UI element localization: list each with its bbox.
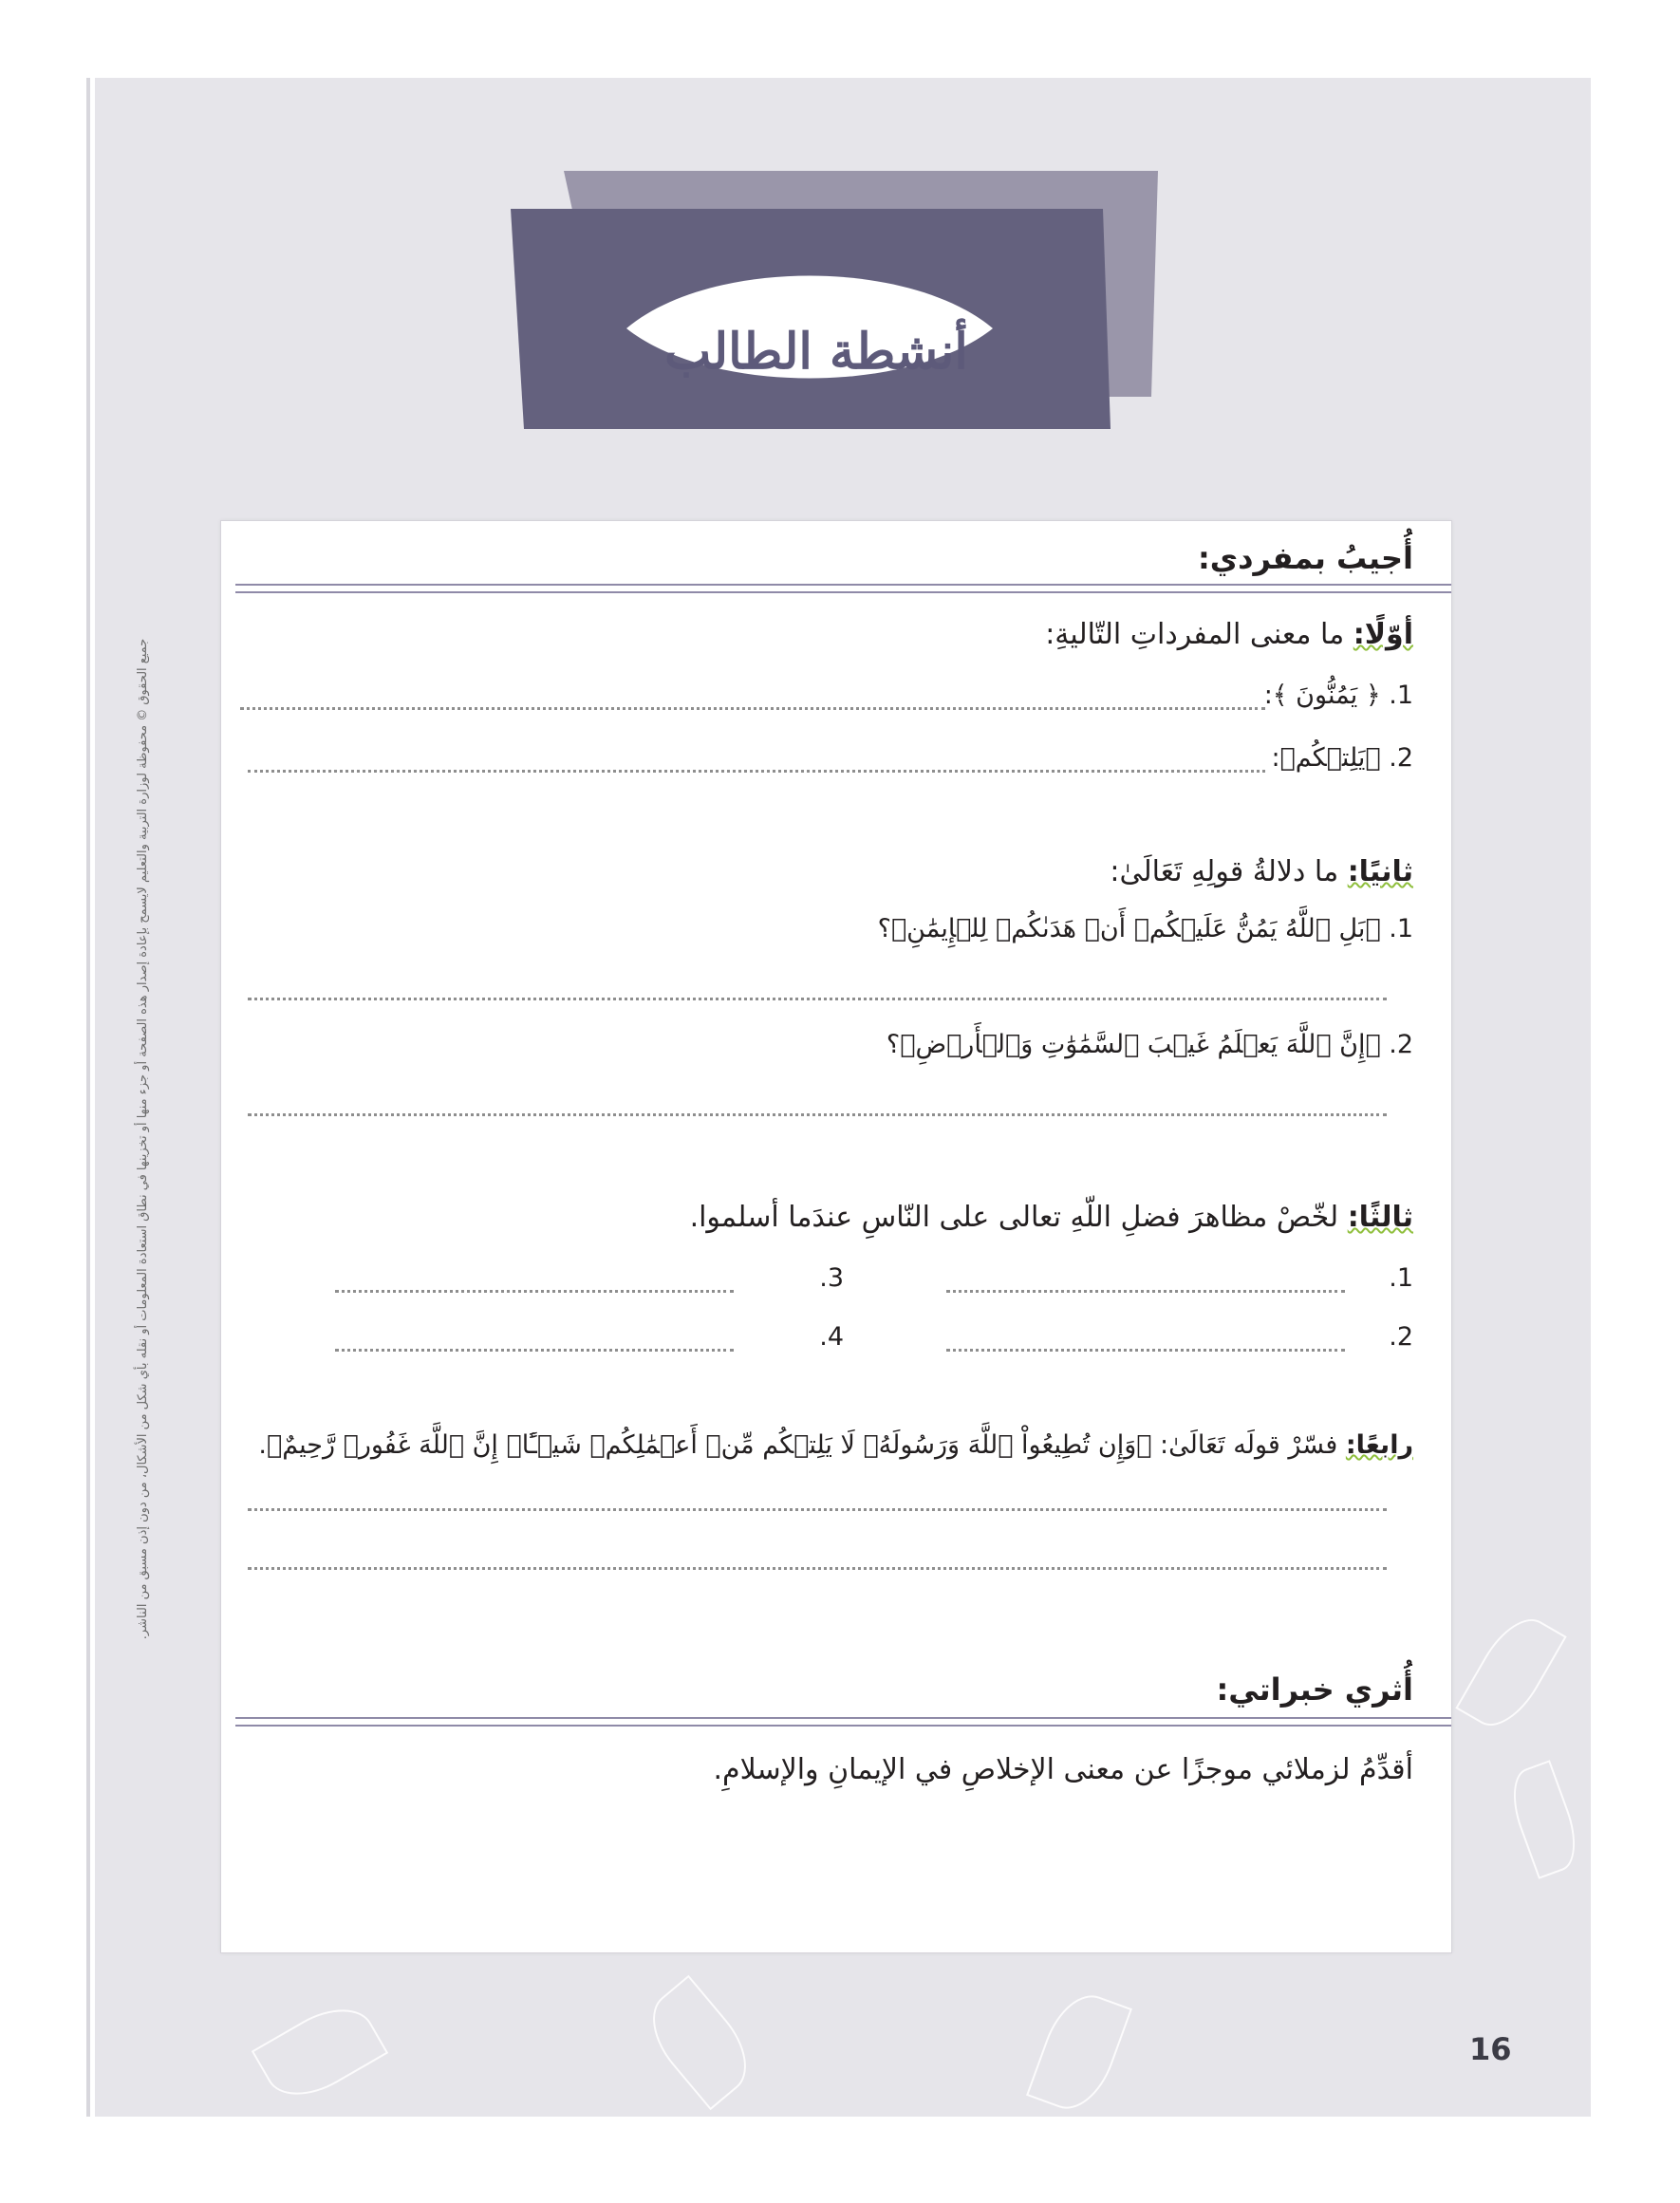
- question-second: [1110, 855, 1413, 888]
- answer-line[interactable]: [335, 1349, 734, 1352]
- question-third: [690, 1201, 1413, 1234]
- left-margin-rule: [86, 78, 90, 2117]
- answer-line[interactable]: [248, 1567, 1387, 1570]
- section-divider: [235, 584, 1451, 593]
- answer-line[interactable]: [248, 1113, 1387, 1116]
- list-number-4: 4.: [819, 1322, 844, 1352]
- question-lead: أوّلًا:: [1353, 618, 1413, 651]
- enrichment-task: أقدِّمُ لزملائي موجزًا عن معنى الإخلاصِ في الإيمانِ والإسلامِ.: [713, 1753, 1413, 1786]
- answer-line[interactable]: [946, 1349, 1345, 1352]
- question-text: لخّصْ مظاهرَ فضلِ اللّهِ تعالى على النّاسِ عندَما أسلموا.: [689, 1201, 1339, 1234]
- question-text: ما دلالةُ قولِهِ تَعَالَىٰ:: [1110, 855, 1339, 888]
- answer-line[interactable]: [248, 1508, 1387, 1511]
- section-divider: [235, 1717, 1451, 1727]
- banner-title: أنشطة الطالب: [664, 322, 968, 381]
- verse-item-2: 2. ﴿إِنَّ ٱللَّهَ يَعۡلَمُ غَيۡبَ ٱلسَّمَٰوَٰتِ وَٱلۡأَرۡضِ﴾؟: [886, 1030, 1413, 1059]
- activity-card: [220, 520, 1452, 1953]
- answer-line[interactable]: [248, 998, 1387, 1000]
- page-number: 16: [1469, 2031, 1512, 2067]
- question-lead: ثانيًا:: [1347, 855, 1413, 888]
- answer-line[interactable]: [240, 707, 1265, 710]
- section-heading-solo: أُجيبُ بمفردي:: [1197, 540, 1413, 576]
- list-number-1: 1.: [1389, 1263, 1413, 1293]
- verse-item-1: 1. ﴿بَلِ ٱللَّهُ يَمُنُّ عَلَيۡكُمۡ أَنۡ هَدَىٰكُمۡ لِلۡإِيمَٰنِ﴾؟: [877, 914, 1413, 943]
- question-lead: رابعًا:: [1345, 1430, 1413, 1460]
- question-text: فسّرْ قولَه تَعَالَىٰ: ﴿وَإِن تُطِيعُواْ ٱللَّهَ وَرَسُولَهُۥ لَا يَلِتۡكُم مِّنۡ أَعۡمَٰلِكُمۡ شَيۡـًٔاۚ إِنَّ ٱللَّهَ غَفُورٞ رَّحِيمٌ﴾.: [258, 1430, 1338, 1460]
- question-fourth: [258, 1430, 1413, 1460]
- question-text: ما معنى المفرداتِ التّاليةِ:: [1045, 618, 1345, 651]
- vocab-item-2: 2. ﴿يَلِتۡكُم﴾:: [1271, 743, 1413, 773]
- answer-line[interactable]: [946, 1290, 1345, 1293]
- answer-line[interactable]: [248, 770, 1265, 773]
- list-number-2: 2.: [1389, 1322, 1413, 1352]
- copyright-note: جميع الحقوق © محفوظة لوزارة التربية والتعليم لايسمح بإعادة إصدار هذه الصفحة أو جزء منها أو تخزينها في نطاق استعادة المعلومات أو نقله بأي شكل من الأشكال، من دون إذن مسبق من الناشر.: [136, 638, 150, 1640]
- section-heading-enrich: أُثري خبراتي:: [1216, 1671, 1413, 1708]
- list-number-3: 3.: [819, 1263, 844, 1293]
- question-first: [1045, 618, 1413, 651]
- question-lead: ثالثًا:: [1347, 1201, 1413, 1234]
- answer-line[interactable]: [335, 1290, 734, 1293]
- vocab-item-1: 1. ﴿ يَمُنُّونَ ﴾:: [1263, 681, 1413, 710]
